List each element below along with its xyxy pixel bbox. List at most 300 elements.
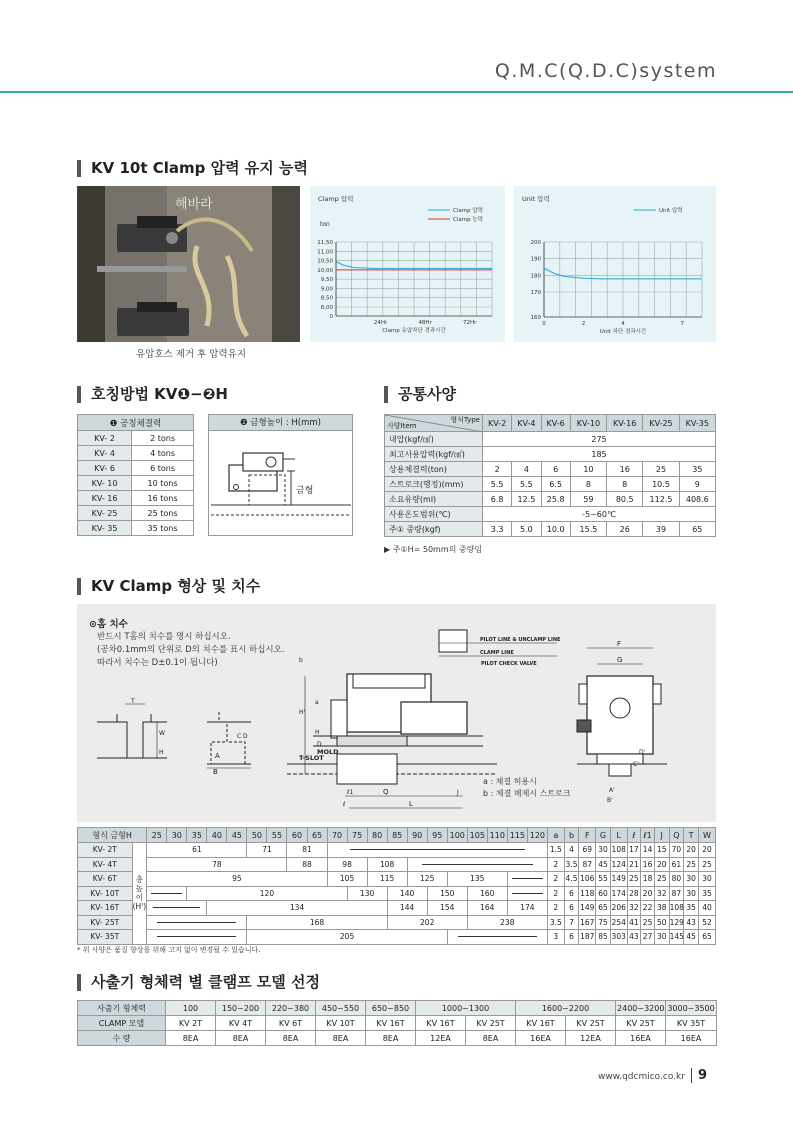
dim-height-value: 88 bbox=[287, 857, 327, 872]
spec-corner-type: 형식Type bbox=[450, 416, 480, 424]
footer-url: www.qdcmico.co.kr bbox=[597, 1072, 685, 1082]
table-row bbox=[385, 447, 716, 462]
dim-value: 20 bbox=[654, 857, 669, 872]
dim-value: 35 bbox=[698, 886, 715, 901]
dim-value: 55 bbox=[596, 872, 611, 887]
dim-height-value: 95 bbox=[147, 872, 327, 887]
dim-empty-range bbox=[147, 886, 187, 901]
clamp-quantity: 16EA bbox=[666, 1031, 717, 1046]
dim-value: 15 bbox=[654, 843, 669, 858]
dim-value: 75 bbox=[596, 915, 611, 930]
dim-height-value: 105 bbox=[327, 872, 367, 887]
spec-value: 3.3 bbox=[483, 522, 512, 537]
dim-value: 4 bbox=[564, 843, 579, 858]
chart-title: Clamp 압력 bbox=[318, 195, 354, 203]
naming-force: 16 tons bbox=[132, 491, 194, 506]
dim-header-h: 115 bbox=[507, 828, 527, 843]
chart-unit-pressure bbox=[514, 186, 716, 342]
table-row bbox=[385, 462, 716, 477]
naming-table bbox=[77, 414, 194, 536]
chart-ytick: 9,00 bbox=[320, 286, 333, 293]
table-row bbox=[78, 872, 716, 887]
spec-value: 9 bbox=[679, 477, 715, 492]
dim-value: 124 bbox=[610, 857, 627, 872]
clamp-quantity: 16EA bbox=[616, 1031, 666, 1046]
spec-value: 5.5 bbox=[483, 477, 512, 492]
dim-header-col: T bbox=[684, 828, 699, 843]
dim-value: 6 bbox=[564, 930, 579, 945]
dim-value: 30 bbox=[684, 886, 699, 901]
dim-value: 25 bbox=[627, 872, 641, 887]
dim-header-h: 40 bbox=[207, 828, 227, 843]
dim-height-value: 115 bbox=[367, 872, 407, 887]
spec-value: 25 bbox=[643, 462, 679, 477]
legend-entry: Clamp 능력 bbox=[453, 217, 483, 223]
dim-value: 22 bbox=[641, 901, 655, 916]
svg-text:a: a bbox=[315, 699, 319, 706]
dim-value: 43 bbox=[627, 930, 641, 945]
dim-value: 149 bbox=[579, 901, 596, 916]
dim-value: 61 bbox=[669, 857, 684, 872]
header-divider bbox=[0, 91, 793, 93]
clamp-photo bbox=[77, 186, 300, 342]
naming-model: KV- 4 bbox=[78, 446, 132, 461]
dim-value: 32 bbox=[627, 901, 641, 916]
clamp-quantity: 8EA bbox=[366, 1031, 416, 1046]
dim-height-value: 168 bbox=[247, 915, 387, 930]
dim-header-col: J bbox=[654, 828, 669, 843]
dim-value: 187 bbox=[579, 930, 596, 945]
label-mold: MOLD bbox=[317, 748, 339, 756]
table-row bbox=[78, 886, 716, 901]
svg-text:B': B' bbox=[607, 797, 613, 804]
dim-height-value: 98 bbox=[327, 857, 367, 872]
table-row bbox=[78, 857, 716, 872]
clamp-model: KV 6T bbox=[266, 1016, 316, 1031]
spec-type-header: KV-25 bbox=[643, 415, 679, 432]
dim-value: 108 bbox=[669, 901, 684, 916]
dim-header-h: 35 bbox=[187, 828, 207, 843]
chart-xtick: 2 bbox=[581, 321, 586, 327]
clamp-model: KV 16T bbox=[366, 1016, 416, 1031]
dim-value: 30 bbox=[698, 872, 715, 887]
spec-value: -5~60℃ bbox=[483, 507, 716, 522]
spec-item: 사용온도범위(℃) bbox=[385, 507, 483, 522]
dim-value: 45 bbox=[596, 857, 611, 872]
dim-value: 2 bbox=[547, 886, 564, 901]
model-row-label: 수 량 bbox=[78, 1031, 166, 1046]
model-row-label: CLAMP 모델 bbox=[78, 1016, 166, 1031]
dim-header-col: ℓ bbox=[627, 828, 641, 843]
dim-value: 28 bbox=[627, 886, 641, 901]
svg-text:B: B bbox=[213, 768, 218, 776]
spec-value: 8 bbox=[570, 477, 606, 492]
dim-header-h: 80 bbox=[367, 828, 387, 843]
table-row bbox=[385, 432, 716, 447]
naming-force: 25 tons bbox=[132, 506, 194, 521]
dim-value: 1.5 bbox=[547, 843, 564, 858]
force-range: 220~380 bbox=[266, 1001, 316, 1016]
dim-value: 21 bbox=[627, 857, 641, 872]
svg-text:A': A' bbox=[609, 787, 615, 794]
dim-value: 87 bbox=[669, 886, 684, 901]
dim-header-col: L bbox=[610, 828, 627, 843]
dim-header-h: 120 bbox=[527, 828, 547, 843]
groove-note-line: (공차0.1mm의 단위로 D의 치수를 표시 하십시오. bbox=[97, 645, 285, 655]
dim-empty-range bbox=[327, 843, 547, 858]
dim-height-value: 61 bbox=[147, 843, 247, 858]
naming-model: KV- 2 bbox=[78, 431, 132, 446]
dim-header-col: F bbox=[579, 828, 596, 843]
spec-type-header: KV-16 bbox=[607, 415, 643, 432]
dim-empty-range bbox=[147, 901, 207, 916]
chart-xtick: 24Hr bbox=[373, 320, 388, 326]
dim-empty-range bbox=[447, 930, 547, 945]
clamp-model: KV 16T bbox=[416, 1016, 466, 1031]
dim-value: 25 bbox=[698, 857, 715, 872]
dim-side-label bbox=[132, 843, 147, 945]
spec-item: 소요유량(ml) bbox=[385, 492, 483, 507]
spec-type-header: KV-35 bbox=[679, 415, 715, 432]
spec-value: 10.5 bbox=[643, 477, 679, 492]
naming-force: 4 tons bbox=[132, 446, 194, 461]
dim-header-model: 형식 금형H bbox=[78, 828, 147, 843]
chart-ytick: 190 bbox=[530, 256, 541, 263]
table-row bbox=[385, 492, 716, 507]
chart-ylabel: ton bbox=[320, 221, 330, 228]
page-number: 9 bbox=[691, 1068, 707, 1083]
section-title-model-select: 사출기 형체력 별 클램프 모델 선정 bbox=[77, 974, 320, 991]
spec-value: 25.8 bbox=[541, 492, 570, 507]
section-title-spec: 공통사양 bbox=[384, 386, 456, 403]
spec-value: 39 bbox=[643, 522, 679, 537]
chart-xtick: 7 bbox=[680, 321, 684, 327]
table-row bbox=[78, 843, 716, 858]
spec-table bbox=[384, 414, 716, 537]
dim-value: 25 bbox=[654, 872, 669, 887]
legend-entry: Clamp 압력 bbox=[453, 208, 483, 214]
dim-value: 32 bbox=[654, 886, 669, 901]
dim-header-col: a bbox=[547, 828, 564, 843]
dim-value: 167 bbox=[579, 915, 596, 930]
dim-height-value: 174 bbox=[507, 901, 547, 916]
spec-note: ▶ 주①H= 50mm의 중량임 bbox=[384, 545, 483, 554]
spec-value: 185 bbox=[483, 447, 716, 462]
dim-value: 3.5 bbox=[564, 857, 579, 872]
dim-value: 25 bbox=[684, 857, 699, 872]
dim-value: 108 bbox=[610, 843, 627, 858]
dim-header-h: 85 bbox=[387, 828, 407, 843]
model-row-label: 사출기 형체력 bbox=[78, 1001, 166, 1016]
dim-value: 45 bbox=[684, 930, 699, 945]
dim-value: 145 bbox=[669, 930, 684, 945]
force-range: 1000~1300 bbox=[416, 1001, 516, 1016]
spec-value: 5.0 bbox=[512, 522, 541, 537]
label-pilot-check: PILOT CHECK VALVE bbox=[481, 661, 537, 667]
chart-ytick: 0 bbox=[329, 314, 333, 320]
svg-text:D': D' bbox=[639, 749, 646, 756]
spec-value: 59 bbox=[570, 492, 606, 507]
dim-value: 149 bbox=[610, 872, 627, 887]
spec-value: 2 bbox=[483, 462, 512, 477]
spec-value: 65 bbox=[679, 522, 715, 537]
spec-value: 35 bbox=[679, 462, 715, 477]
dim-value: 129 bbox=[669, 915, 684, 930]
chart-xlabel: Unit 차단 경과시간 bbox=[599, 329, 647, 335]
naming-model: KV- 16 bbox=[78, 491, 132, 506]
chart-ytick: 8,00 bbox=[320, 305, 333, 311]
spec-value: 8 bbox=[607, 477, 643, 492]
spec-value: 5.5 bbox=[512, 477, 541, 492]
label-tslot: T-SLOT bbox=[299, 754, 324, 762]
table-row bbox=[385, 522, 716, 537]
table-row bbox=[78, 476, 194, 491]
force-range: 1600~2200 bbox=[516, 1001, 616, 1016]
dim-height-value: 202 bbox=[387, 915, 467, 930]
height-diagram-label: 금형 bbox=[296, 486, 314, 496]
spec-type-header: KV-4 bbox=[512, 415, 541, 432]
dim-value: 2 bbox=[547, 857, 564, 872]
spec-item: 내압(kgf/㎠) bbox=[385, 432, 483, 447]
spec-type-header: KV-2 bbox=[483, 415, 512, 432]
dim-header-h: 100 bbox=[447, 828, 467, 843]
groove-title: ⊙홈 치수 bbox=[89, 619, 128, 630]
clamp-technical-drawing bbox=[77, 604, 716, 822]
clamp-quantity: 8EA bbox=[266, 1031, 316, 1046]
dim-height-value: 160 bbox=[467, 886, 507, 901]
dim-height-value: 238 bbox=[467, 915, 547, 930]
header-title: Q.M.C(Q.D.C)system bbox=[494, 60, 717, 82]
dim-height-value: 71 bbox=[247, 843, 287, 858]
table-row bbox=[385, 477, 716, 492]
naming-header-force: ❶ 공칭체결력 bbox=[78, 415, 194, 431]
dimension-drawing-panel bbox=[77, 604, 716, 822]
dim-header-h: 70 bbox=[327, 828, 347, 843]
photo-caption: 유압호스 제거 후 압력유지 bbox=[136, 349, 247, 360]
chart-xtick: 0 bbox=[542, 321, 546, 327]
dim-value: 41 bbox=[627, 915, 641, 930]
force-range: 3000~3500 bbox=[666, 1001, 717, 1016]
naming-model: KV- 10 bbox=[78, 476, 132, 491]
svg-text:T: T bbox=[131, 698, 135, 705]
dim-model: KV- 10T bbox=[78, 886, 133, 901]
clamp-model: KV 4T bbox=[216, 1016, 266, 1031]
dim-header-col: Q bbox=[669, 828, 684, 843]
svg-text:J: J bbox=[457, 789, 459, 796]
dim-value: 27 bbox=[641, 930, 655, 945]
chart-xtick: 72Hr bbox=[463, 320, 477, 326]
svg-text:W: W bbox=[159, 730, 165, 737]
dim-value: 16 bbox=[641, 857, 655, 872]
dim-value: 30 bbox=[654, 930, 669, 945]
note-a: a : 체결 허용시 bbox=[483, 777, 537, 786]
chart-ytick: 160 bbox=[530, 315, 541, 321]
dim-header-h: 110 bbox=[487, 828, 507, 843]
clamp-model: KV 35T bbox=[666, 1016, 717, 1031]
label-pilot-line: PILOT LINE & UNCLAMP LINE bbox=[480, 637, 561, 643]
dim-height-value: 81 bbox=[287, 843, 327, 858]
section-title-dimensions: KV Clamp 형상 및 치수 bbox=[77, 578, 260, 595]
dim-height-value: 125 bbox=[407, 872, 447, 887]
force-range: 2400~3200 bbox=[616, 1001, 666, 1016]
dim-value: 50 bbox=[654, 915, 669, 930]
spec-value: 112.5 bbox=[643, 492, 679, 507]
dim-value: 7 bbox=[564, 915, 579, 930]
dim-model: KV- 16T bbox=[78, 901, 133, 916]
footer bbox=[598, 1068, 707, 1083]
dim-header-h: 75 bbox=[347, 828, 367, 843]
spec-value: 4 bbox=[512, 462, 541, 477]
chart-ytick: 10,00 bbox=[317, 267, 333, 274]
chart-ytick: 11,50 bbox=[317, 240, 333, 246]
dim-header-h: 105 bbox=[467, 828, 487, 843]
table-row bbox=[78, 506, 194, 521]
svg-text:A: A bbox=[215, 752, 220, 760]
dim-value: 35 bbox=[684, 901, 699, 916]
dim-header-col: ℓ1 bbox=[641, 828, 655, 843]
dim-empty-range bbox=[507, 872, 547, 887]
dim-value: 60 bbox=[596, 886, 611, 901]
svg-text:G: G bbox=[617, 656, 623, 664]
spec-corner bbox=[385, 415, 483, 432]
dim-side-char: (H') bbox=[132, 902, 147, 912]
spec-value: 15.5 bbox=[570, 522, 606, 537]
dim-value: 6 bbox=[564, 886, 579, 901]
clamp-model: KV 25T bbox=[466, 1016, 516, 1031]
spec-value: 275 bbox=[483, 432, 716, 447]
clamp-model: KV 10T bbox=[316, 1016, 366, 1031]
dimension-table bbox=[77, 827, 716, 945]
dim-value: 69 bbox=[579, 843, 596, 858]
dim-value: 30 bbox=[596, 843, 611, 858]
dim-empty-range bbox=[147, 930, 247, 945]
dim-empty-range bbox=[507, 886, 547, 901]
spec-item: 스트로크(행정)(mm) bbox=[385, 477, 483, 492]
clamp-quantity: 12EA bbox=[416, 1031, 466, 1046]
dim-value: 70 bbox=[669, 843, 684, 858]
dim-height-value: 164 bbox=[467, 901, 507, 916]
spec-value: 12.5 bbox=[512, 492, 541, 507]
dim-height-value: 78 bbox=[147, 857, 287, 872]
dim-header-col: b bbox=[564, 828, 579, 843]
dim-model: KV- 4T bbox=[78, 857, 133, 872]
dim-value: 52 bbox=[698, 915, 715, 930]
dim-header-h: 45 bbox=[227, 828, 247, 843]
dim-height-value: 140 bbox=[387, 886, 427, 901]
chart-ytick: 170 bbox=[530, 290, 541, 296]
dim-value: 106 bbox=[579, 872, 596, 887]
dim-height-value: 205 bbox=[247, 930, 447, 945]
dim-value: 2 bbox=[547, 872, 564, 887]
model-select-table bbox=[77, 1000, 717, 1046]
svg-text:D: D bbox=[317, 741, 322, 748]
dim-side-char: 높 bbox=[135, 884, 144, 894]
dim-value: 25 bbox=[641, 915, 655, 930]
naming-force: 10 tons bbox=[132, 476, 194, 491]
dim-header-h: 50 bbox=[247, 828, 267, 843]
force-range: 450~550 bbox=[316, 1001, 366, 1016]
note-b: b : 체결 해제시 스트로크 bbox=[483, 789, 571, 798]
dim-value: 174 bbox=[610, 886, 627, 901]
dimension-note: * 위 사양은 품질 향상을 위해 고지 없이 변경될 수 있습니다. bbox=[77, 946, 261, 954]
dim-value: 3 bbox=[547, 930, 564, 945]
svg-text:H': H' bbox=[299, 709, 306, 716]
svg-text:H: H bbox=[315, 729, 320, 736]
dim-value: 38 bbox=[654, 901, 669, 916]
chart-title: Unit 압력 bbox=[522, 195, 550, 203]
spec-item: 최고사용압력(kgf/㎠) bbox=[385, 447, 483, 462]
dim-height-value: 135 bbox=[447, 872, 507, 887]
spec-item: 주① 중량(kgf) bbox=[385, 522, 483, 537]
dim-value: 118 bbox=[579, 886, 596, 901]
dim-header-h: 60 bbox=[287, 828, 307, 843]
clamp-quantity: 8EA bbox=[316, 1031, 366, 1046]
dim-value: 303 bbox=[610, 930, 627, 945]
spec-value: 10 bbox=[570, 462, 606, 477]
dim-value: 85 bbox=[596, 930, 611, 945]
spec-value: 10.0 bbox=[541, 522, 570, 537]
clamp-model: KV 25T bbox=[566, 1016, 616, 1031]
chart-ytick: 180 bbox=[530, 273, 541, 280]
svg-text:ℓ: ℓ bbox=[343, 801, 346, 808]
dim-value: 2 bbox=[547, 901, 564, 916]
table-row bbox=[385, 507, 716, 522]
dim-value: 20 bbox=[684, 843, 699, 858]
dim-value: 20 bbox=[641, 886, 655, 901]
dim-empty-range bbox=[407, 857, 547, 872]
dim-value: 18 bbox=[641, 872, 655, 887]
spec-value: 6 bbox=[541, 462, 570, 477]
dim-height-value: 150 bbox=[427, 886, 467, 901]
spec-value: 16 bbox=[607, 462, 643, 477]
dim-value: 20 bbox=[698, 843, 715, 858]
spec-type-header: KV-10 bbox=[570, 415, 606, 432]
table-row bbox=[78, 431, 194, 446]
force-range: 150~200 bbox=[216, 1001, 266, 1016]
chart-ytick: 200 bbox=[530, 240, 541, 246]
spec-item: 상용체결력(ton) bbox=[385, 462, 483, 477]
svg-text:D: D bbox=[243, 733, 248, 740]
groove-note-line: 반드시 T홈의 치수를 명시 하십시오. bbox=[97, 632, 231, 642]
naming-force: 2 tons bbox=[132, 431, 194, 446]
section-title-naming: 호칭방법 KV❶−❷H bbox=[77, 386, 228, 403]
spec-value: 408.6 bbox=[679, 492, 715, 507]
dim-header-col: G bbox=[596, 828, 611, 843]
svg-text:b: b bbox=[299, 657, 303, 664]
clamp-quantity: 8EA bbox=[216, 1031, 266, 1046]
chart-ytick: 9,50 bbox=[320, 277, 333, 284]
dim-value: 43 bbox=[684, 915, 699, 930]
dim-value: 206 bbox=[610, 901, 627, 916]
dim-value: 17 bbox=[627, 843, 641, 858]
dim-model: KV- 2T bbox=[78, 843, 133, 858]
label-clamp-line: CLAMP LINE bbox=[480, 650, 514, 656]
table-row bbox=[78, 491, 194, 506]
dim-height-value: 154 bbox=[427, 901, 467, 916]
chart-xtick: 48Hr bbox=[418, 320, 432, 326]
naming-force: 35 tons bbox=[132, 521, 194, 536]
dim-header-h: 65 bbox=[307, 828, 327, 843]
spec-value: 6.8 bbox=[483, 492, 512, 507]
table-row bbox=[78, 1016, 717, 1031]
spec-value: 80.5 bbox=[607, 492, 643, 507]
table-row bbox=[78, 446, 194, 461]
chart-xlabel: Clamp 유압차단 경과시간 bbox=[382, 328, 446, 334]
spec-corner-item: 사양Item bbox=[387, 422, 417, 430]
clamp-quantity: 8EA bbox=[166, 1031, 216, 1046]
dim-header-h: 25 bbox=[147, 828, 167, 843]
clamp-quantity: 8EA bbox=[466, 1031, 516, 1046]
